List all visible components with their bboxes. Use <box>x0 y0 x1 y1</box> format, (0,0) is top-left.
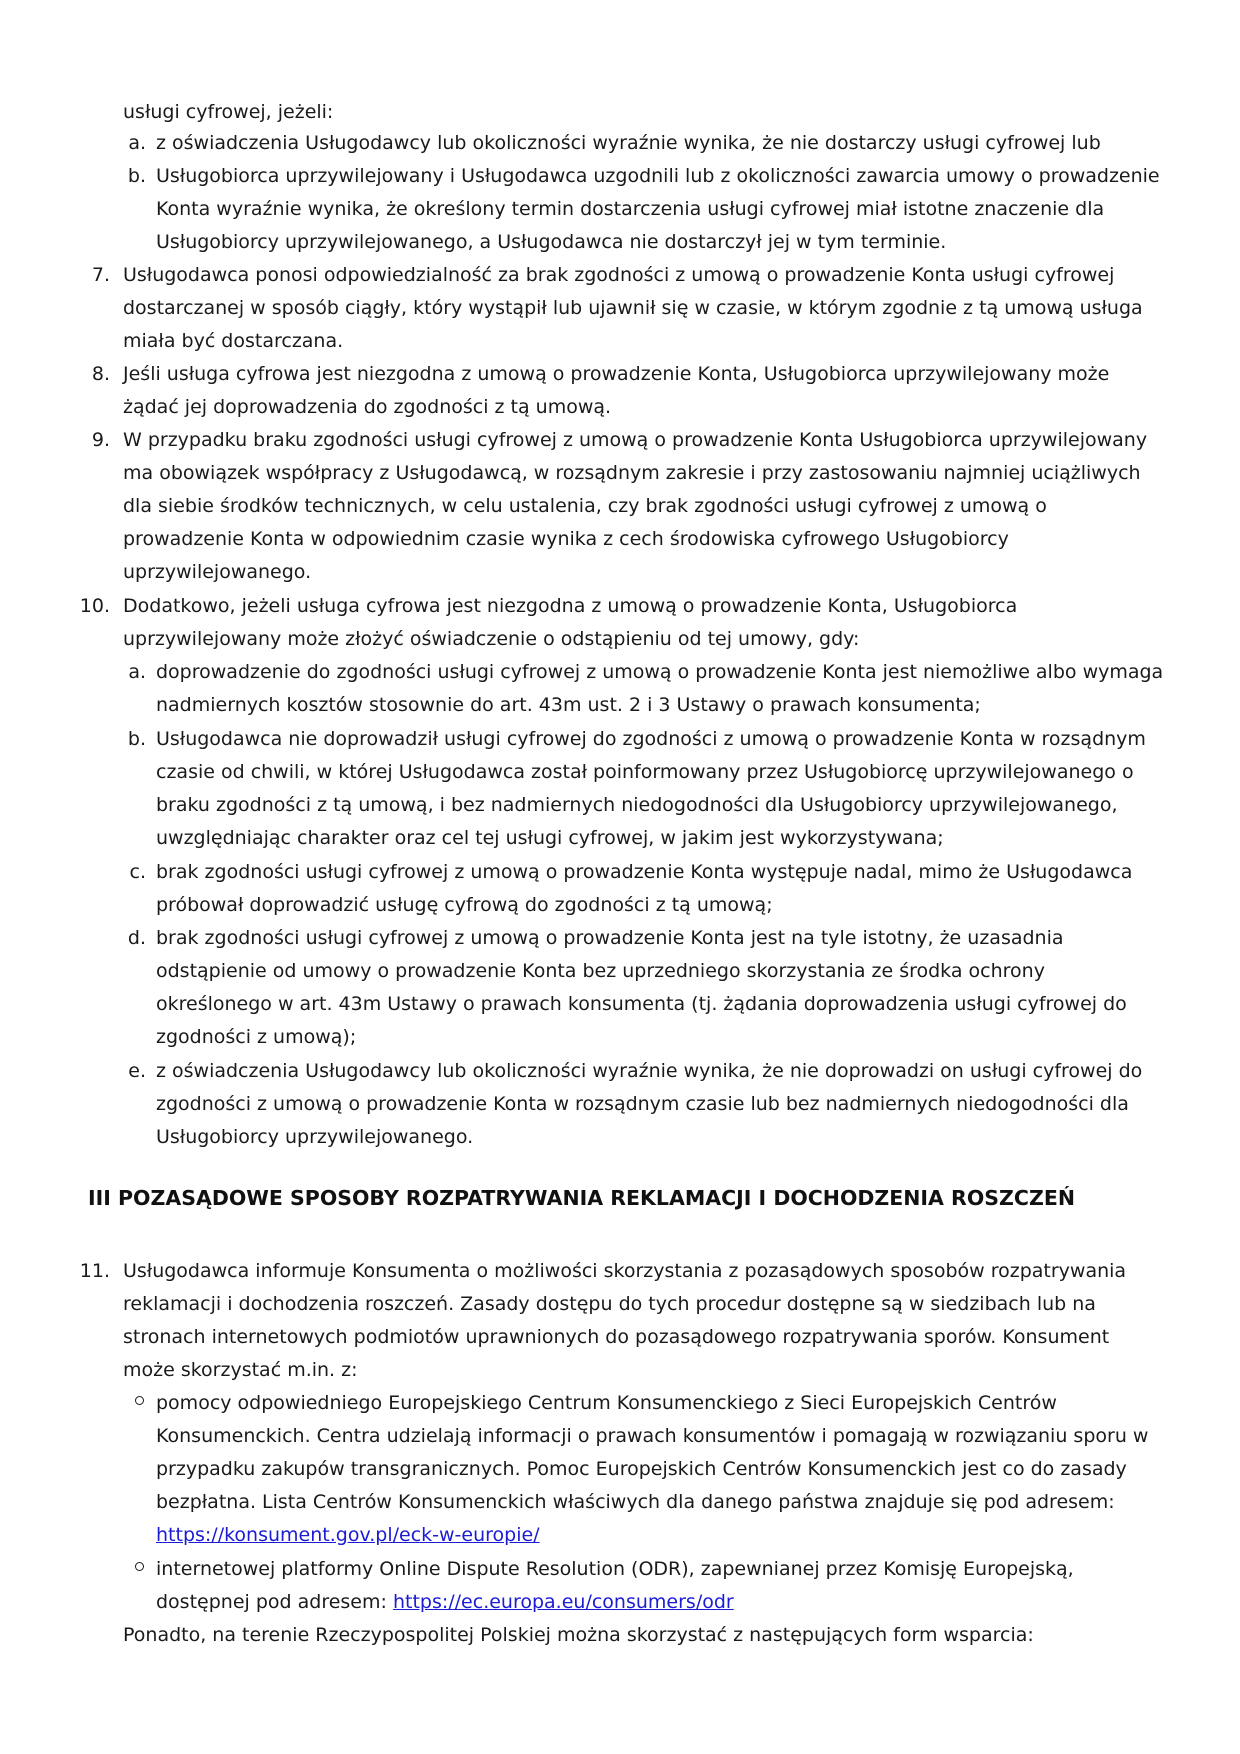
list-item-line: Usługobiorcy uprzywilejowanego. <box>156 1126 474 1148</box>
list-number: 8. <box>91 363 110 385</box>
bullet-link-line <box>156 1518 540 1552</box>
bullet-link-line <box>156 1585 734 1619</box>
list-item-line: uprzywilejowanego. <box>123 561 312 583</box>
list-marker: b. <box>127 728 146 750</box>
list-marker: c. <box>129 861 146 883</box>
bullet-lead-text: dostępnej pod adresem: <box>156 1591 393 1613</box>
list-item-line: dostarczanej w sposób ciągły, który wystąpił lub ujawnił się w czasie, w którym zgodnie z tą umową usługa <box>123 297 1143 319</box>
list-item-line: zgodności z umową o prowadzenie Konta w rozsądnym czasie lub bez nadmiernych niedogodności dla <box>156 1093 1129 1115</box>
bullet-circle-icon <box>135 1396 144 1405</box>
list-item-line: z oświadczenia Usługodawcy lub okoliczności wyraźnie wynika, że nie dostarczy usługi cyfrowej lub <box>156 132 1101 154</box>
list-marker: a. <box>128 132 146 154</box>
bullet-line: Konsumenckich. Centra udzielają informacji o prawach konsumentów i pomagają w rozwiązaniu sporu w <box>156 1425 1149 1447</box>
bullet-line: bezpłatna. Lista Centrów Konsumenckich właściwych dla danego państwa znajduje się pod adresem: <box>156 1491 1115 1513</box>
list-item-line: odstąpienie od umowy o prowadzenie Konta bez uprzedniego skorzystania ze środka ochrony <box>156 960 1045 982</box>
list-item-line: dla siebie środków technicznych, w celu ustalenia, czy brak zgodności usługi cyfrowej z umową o <box>123 495 1047 517</box>
list-item-line: stronach internetowych podmiotów uprawnionych do pozasądowego rozpatrywania sporów. Konsument <box>123 1326 1110 1348</box>
list-item-line: Usługodawca informuje Konsumenta o możliwości skorzystania z pozasądowych sposobów rozpatrywania <box>123 1260 1127 1282</box>
list-item-line: prowadzenie Konta w odpowiednim czasie wynika z cech środowiska cyfrowego Usługobiorcy <box>123 528 1009 550</box>
list-item-line: braku zgodności z tą umową, i bez nadmiernych niedogodności dla Usługobiorcy uprzywilejowanego, <box>156 794 1118 816</box>
list-item-line: Jeśli usługa cyfrowa jest niezgodna z umową o prowadzenie Konta, Usługobiorca uprzywilejowany może <box>123 363 1110 385</box>
list-marker: d. <box>127 927 146 949</box>
list-item-line: reklamacji i dochodzenia roszczeń. Zasady dostępu do tych procedur dostępne są w siedzibach lub na <box>123 1293 1096 1315</box>
list-number: 7. <box>91 264 110 286</box>
list-item-line: doprowadzenie do zgodności usługi cyfrowej z umową o prowadzenie Konta jest niemożliwe albo wymaga <box>156 661 1164 683</box>
odr-link[interactable]: https://ec.europa.eu/consumers/odr <box>392 1591 734 1613</box>
list-item-line: może skorzystać m.in. z: <box>123 1359 358 1381</box>
list-marker: a. <box>128 661 146 683</box>
section-heading: III POZASĄDOWE SPOSOBY ROZPATRYWANIA REKLAMACJI I DOCHODZENIA ROSZCZEŃ <box>88 1186 1075 1210</box>
list-item-line: Usługobiorcy uprzywilejowanego, a Usługodawca nie dostarczył jej w tym terminie. <box>156 231 947 253</box>
eck-link[interactable]: https://konsument.gov.pl/eck-w-europie/ <box>156 1524 540 1546</box>
list-number: 11. <box>79 1260 110 1282</box>
list-item-line: W przypadku braku zgodności usługi cyfrowej z umową o prowadzenie Konta Usługobiorca uprzywilejowany <box>123 429 1148 451</box>
list-item-line: Usługodawca nie doprowadził usługi cyfrowej do zgodności z umową o prowadzenie Konta w rozsądnym <box>156 728 1146 750</box>
list-marker: e. <box>128 1060 146 1082</box>
bullet-line: internetowej platformy Online Dispute Resolution (ODR), zapewnianej przez Komisję Europejską, <box>156 1558 1074 1580</box>
list-item-line: próbował doprowadzić usługę cyfrową do zgodności z tą umową; <box>156 894 773 916</box>
list-item-line: Konta wyraźnie wynika, że określony termin dostarczenia usługi cyfrowej miał istotne znaczenie dla <box>156 198 1105 220</box>
list-marker: b. <box>127 165 146 187</box>
list-item-line: z oświadczenia Usługodawcy lub okoliczności wyraźnie wynika, że nie doprowadzi on usługi cyfrowej do <box>156 1060 1143 1082</box>
continuation-text: usługi cyfrowej, jeżeli: <box>123 101 334 123</box>
list-item-line: zgodności z umową); <box>156 1026 357 1048</box>
bullet-line: pomocy odpowiedniego Europejskiego Centrum Konsumenckiego z Sieci Europejskich Centrów <box>156 1392 1057 1414</box>
list-number: 9. <box>91 429 110 451</box>
list-item-line: brak zgodności usługi cyfrowej z umową o prowadzenie Konta występuje nadal, mimo że Usługodawca <box>156 861 1133 883</box>
list-item-line: czasie od chwili, w której Usługodawca został poinformowany przez Usługobiorcę uprzywilejowanego o <box>156 761 1134 783</box>
list-item-line: brak zgodności usługi cyfrowej z umową o prowadzenie Konta jest na tyle istotny, że uzasadnia <box>156 927 1064 949</box>
bullet-circle-icon <box>135 1562 144 1571</box>
list-number: 10. <box>79 595 110 617</box>
closing-text: Ponadto, na terenie Rzeczypospolitej Polskiej można skorzystać z następujących form wsparcia: <box>123 1624 1034 1646</box>
list-item-line: Dodatkowo, jeżeli usługa cyfrowa jest niezgodna z umową o prowadzenie Konta, Usługobiorca <box>123 595 1018 617</box>
list-item-line: żądać jej doprowadzenia do zgodności z tą umową. <box>123 396 612 418</box>
list-item-line: uprzywilejowany może złożyć oświadczenie o odstąpieniu od tej umowy, gdy: <box>123 628 860 650</box>
list-item-line: Usługobiorca uprzywilejowany i Usługodawca uzgodnili lub z okoliczności zawarcia umowy o prowadzenie <box>156 165 1160 187</box>
list-item-line: ma obowiązek współpracy z Usługodawcą, w rozsądnym zakresie i przy zastosowaniu najmniej uciążliwych <box>123 462 1141 484</box>
list-item-line: Usługodawca ponosi odpowiedzialność za brak zgodności z umową o prowadzenie Konta usługi cyfrowej <box>123 264 1115 286</box>
bullet-line: przypadku zakupów transgranicznych. Pomoc Europejskich Centrów Konsumenckich jest co do zasady <box>156 1458 1127 1480</box>
list-item-line: uwzględniając charakter oraz cel tej usługi cyfrowej, w jakim jest wykorzystywana; <box>156 827 944 849</box>
list-item-line: miała być dostarczana. <box>123 330 344 352</box>
list-item-line: określonego w art. 43m Ustawy o prawach konsumenta (tj. żądania doprowadzenia usługi cyfrowej do <box>156 993 1127 1015</box>
list-item-line: nadmiernych kosztów stosownie do art. 43m ust. 2 i 3 Ustawy o prawach konsumenta; <box>156 694 981 716</box>
